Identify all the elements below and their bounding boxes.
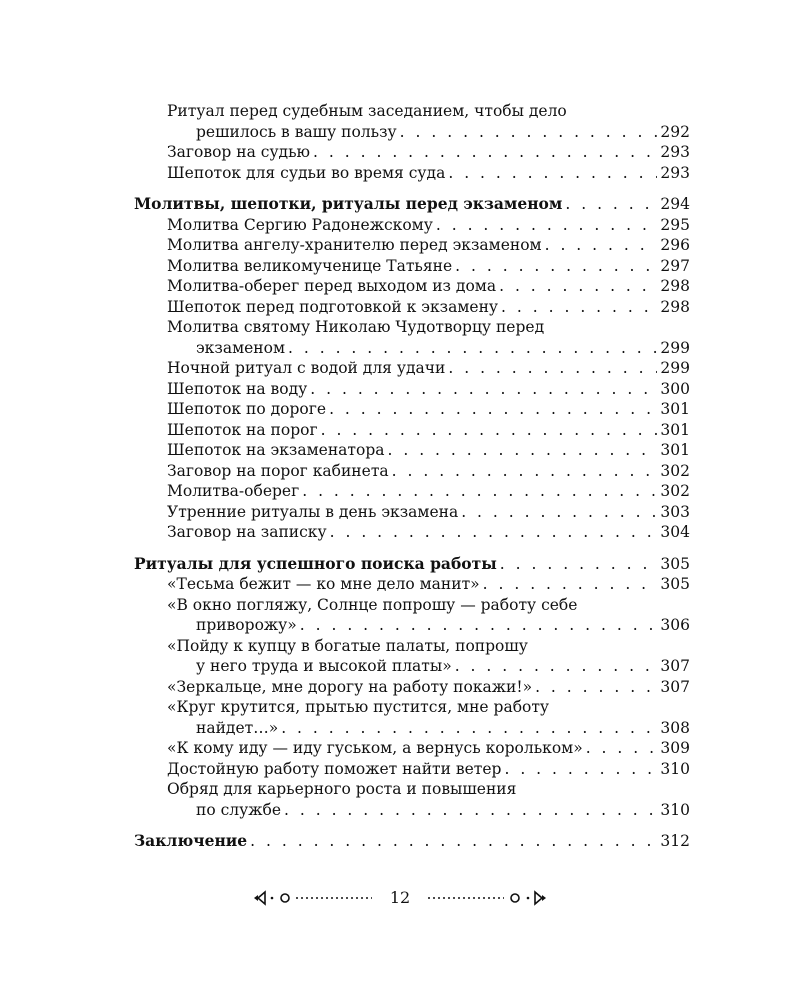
dot-leader	[284, 800, 657, 821]
toc-entry-title: Обряд для карьерного роста и повышения	[167, 780, 517, 798]
toc-section	[134, 194, 690, 215]
toc-entry	[167, 317, 690, 358]
dot-leader	[483, 574, 658, 595]
right-ornament-icon	[418, 888, 548, 908]
toc-entry-title: Молитва Сергию Радонежскому	[167, 215, 433, 234]
dot-leader	[586, 738, 658, 759]
toc-section	[134, 831, 690, 852]
toc-page-number: 312	[660, 832, 690, 850]
toc-entry-title: Ночной ритуал с водой для удачи	[167, 359, 446, 377]
dot-leader	[302, 481, 657, 502]
toc-entry-title: Молитва-оберег перед выходом из дома	[167, 277, 497, 295]
toc-entry-title: Заговор на судью	[167, 143, 311, 161]
toc-entry	[167, 779, 690, 820]
dot-leader	[400, 122, 658, 143]
toc-entry-title: «Пойду к купцу в богатые палаты, попрошу	[167, 636, 528, 655]
dot-leader	[448, 358, 657, 379]
toc-entry-title: Шепоток на порог	[167, 420, 318, 439]
toc-page-number: 295	[660, 215, 690, 234]
toc-entry-title: «К кому иду — иду гуськом, а вернусь корольком»	[167, 739, 583, 757]
toc-entry-title: приворожу»	[196, 616, 297, 634]
dot-leader	[535, 677, 657, 698]
toc-entry	[167, 142, 690, 163]
toc-entry-title: Ритуалы для успешного поиска работы	[134, 553, 497, 573]
toc-entry-title: Молитва святому Николаю Чудотворцу перед	[167, 318, 545, 336]
toc-page-number: 303	[660, 502, 690, 521]
toc-entry	[167, 574, 690, 595]
toc-entry-title: «Тесьма бежит — ко мне дело манит»	[167, 575, 480, 593]
toc-entry-title: Заключение	[134, 831, 248, 850]
toc-entry	[167, 215, 690, 236]
toc-entry-title: решилось в вашу пользу	[196, 122, 397, 141]
toc-entry-title: Молитвы, шепотки, ритуалы перед экзаменом	[134, 194, 563, 213]
dot-leader	[300, 615, 658, 636]
toc-entry-title: у него труда и высокой платы»	[196, 657, 452, 675]
toc-page-number: 304	[660, 523, 690, 541]
toc-entry-title: найдет…»	[196, 718, 279, 737]
toc-page-number: 299	[660, 338, 690, 357]
dot-leader	[321, 420, 658, 441]
toc-entry	[167, 481, 690, 502]
toc-page-number: 301	[660, 400, 690, 418]
dot-leader	[499, 276, 657, 297]
toc-entry-title: Заговор на записку	[167, 523, 327, 541]
toc-entry	[167, 297, 690, 318]
toc-entry	[167, 276, 690, 297]
toc-entry	[167, 358, 690, 379]
dot-leader	[392, 461, 658, 482]
dot-leader	[501, 297, 657, 318]
toc-entry-title: экзаменом	[196, 338, 286, 357]
toc-entry	[167, 235, 690, 256]
toc-page-number: 301	[660, 420, 690, 439]
toc-page-number: 305	[660, 575, 690, 593]
table-of-contents	[134, 101, 690, 852]
toc-page-number: 305	[660, 554, 690, 573]
toc-page-number: 296	[660, 236, 690, 254]
toc-page-number: 309	[660, 739, 690, 757]
left-ornament-icon	[252, 888, 382, 908]
toc-entry	[167, 379, 690, 400]
toc-entry	[167, 420, 690, 441]
dot-leader	[330, 522, 658, 543]
toc-entry-title: Шепоток на экзаменатора	[167, 441, 385, 459]
toc-page-number: 299	[660, 359, 690, 377]
toc-entry-title: Молитва великомученице Татьяне	[167, 256, 453, 275]
toc-entry-title: «Круг крутится, прытью пустится, мне работу	[167, 698, 550, 716]
toc-entry	[167, 759, 690, 780]
page-number: 12	[389, 888, 411, 907]
dot-leader	[313, 142, 657, 163]
dot-leader	[310, 379, 657, 400]
dot-leader	[455, 656, 658, 677]
toc-entry-title: Молитва-оберег	[167, 482, 300, 500]
dot-leader	[504, 759, 657, 780]
toc-page-number: 307	[660, 677, 690, 696]
toc-entry-title: Шепоток перед подготовкой к экзамену	[167, 297, 499, 316]
dot-leader	[288, 338, 657, 359]
dot-leader	[448, 163, 657, 184]
toc-page-number: 302	[660, 482, 690, 500]
toc-entry	[167, 677, 690, 698]
toc-entry	[167, 461, 690, 482]
page-footer	[0, 886, 800, 910]
dot-leader	[455, 256, 657, 277]
toc-entry	[167, 163, 690, 184]
toc-entry-title: по службе	[196, 800, 282, 819]
dot-leader	[436, 215, 658, 236]
toc-entry	[167, 399, 690, 420]
toc-entry-title: Заговор на порог кабинета	[167, 461, 389, 480]
toc-page-number: 298	[660, 297, 690, 316]
dot-leader	[250, 831, 657, 852]
toc-page-number: 302	[660, 461, 690, 480]
toc-entry	[167, 101, 690, 142]
toc-page-number: 293	[660, 163, 690, 182]
toc-section	[134, 554, 690, 575]
dot-leader	[500, 554, 658, 575]
toc-entry-title: «В окно погляжу, Солнце попрошу — работу себе	[167, 595, 578, 614]
toc-entry	[167, 697, 690, 738]
toc-page-number: 307	[660, 657, 690, 675]
dot-leader	[387, 440, 657, 461]
toc-entry	[167, 595, 690, 636]
toc-page-number: 308	[660, 718, 690, 737]
toc-entry-title: Шепоток для судьи во время суда	[167, 163, 446, 182]
dot-leader	[545, 235, 658, 256]
toc-page-number: 298	[660, 277, 690, 295]
toc-entry	[167, 256, 690, 277]
toc-entry-title: Молитва ангелу-хранителю перед экзаменом	[167, 236, 542, 254]
toc-page-number: 306	[660, 616, 690, 634]
dot-leader	[329, 399, 657, 420]
toc-entry	[167, 440, 690, 461]
toc-entry-title: Утренние ритуалы в день экзамена	[167, 502, 459, 521]
dot-leader	[281, 718, 657, 739]
dot-leader	[461, 502, 657, 523]
toc-entry-title: «Зеркальце, мне дорогу на работу покажи!»	[167, 677, 533, 696]
toc-page-number: 297	[660, 256, 690, 275]
toc-entry-title: Шепоток по дороге	[167, 400, 327, 418]
toc-page-number: 310	[660, 759, 690, 778]
toc-entry-title: Достойную работу поможет найти ветер	[167, 759, 502, 778]
toc-entry	[167, 636, 690, 677]
toc-page-number: 292	[660, 122, 690, 141]
toc-entry	[167, 522, 690, 543]
toc-page-number: 310	[660, 800, 690, 819]
toc-page-number: 293	[660, 143, 690, 161]
toc-page-number: 294	[660, 195, 690, 213]
toc-entry-title: Шепоток на воду	[167, 379, 308, 398]
toc-entry	[167, 738, 690, 759]
toc-entry	[167, 502, 690, 523]
toc-page-number: 300	[660, 379, 690, 398]
dot-leader	[565, 194, 657, 215]
toc-page-number: 301	[660, 441, 690, 459]
toc-entry-title: Ритуал перед судебным заседанием, чтобы дело	[167, 102, 567, 120]
